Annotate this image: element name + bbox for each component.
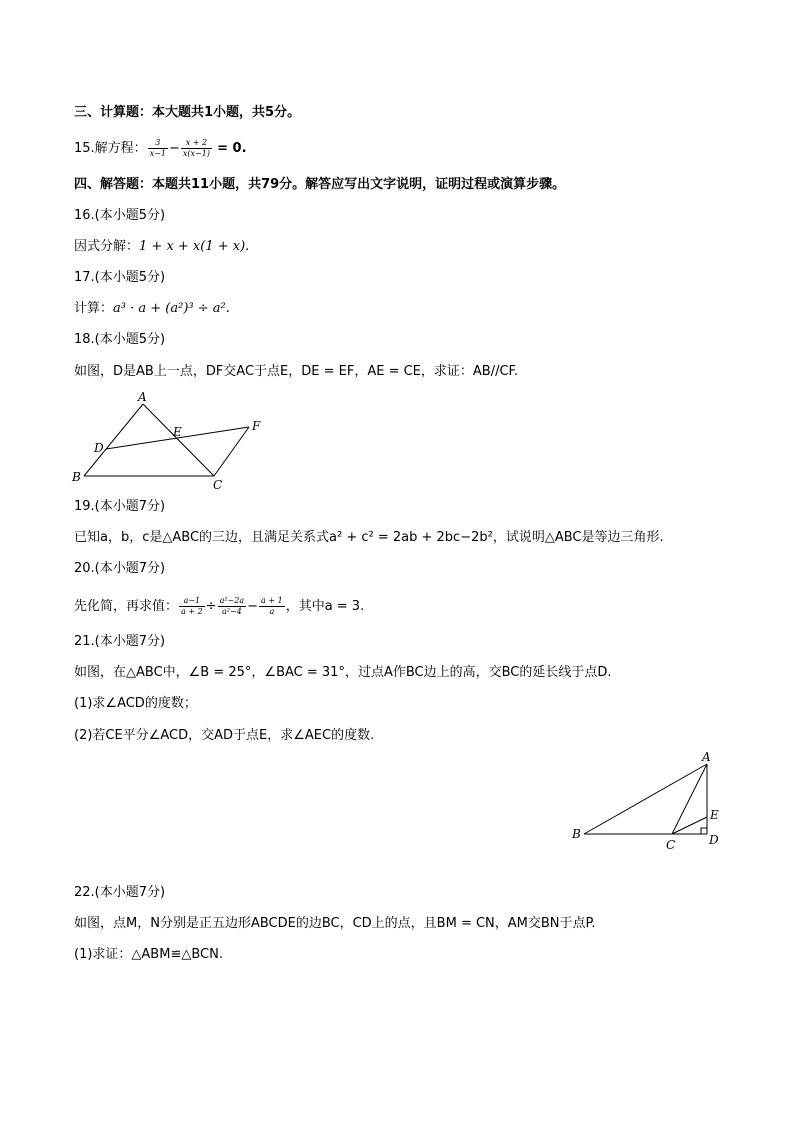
- q21-header: 21.(本小题7分): [74, 634, 166, 649]
- section-3-heading: 三、计算题：本大题共1小题，共5分。: [74, 105, 301, 120]
- q17-expression: a³ · a + (a²)³ ÷ a².: [113, 301, 230, 316]
- q20-minus: −: [247, 599, 259, 614]
- q21-label-d: D: [709, 833, 719, 847]
- q17-header: 17.(本小题5分): [74, 270, 166, 285]
- q21-line-ce: [672, 817, 707, 834]
- q18-label-a: A: [138, 390, 147, 404]
- q15-prefix: 15.解方程：: [74, 141, 147, 156]
- q22-part-1: (1)求证：△ABM≌△BCN.: [74, 947, 223, 962]
- q16-prefix: 因式分解：: [74, 239, 140, 254]
- q21-text: 如图，在△ABC中，∠B = 25°，∠BAC = 31°，过点A作BC边上的高，交BC的延长线于点D.: [74, 665, 612, 680]
- q21-label-b: B: [572, 827, 581, 841]
- q18-header: 18.(本小题5分): [74, 332, 166, 347]
- q15-fraction-2: $\frac{x + 2}{x(x-1)}$: [182, 138, 210, 158]
- q16-expression: 1 + x + x(1 + x).: [139, 239, 250, 254]
- q20-fraction-3: $\frac{a + 1}{a}$: [261, 596, 283, 616]
- q20-header: 20.(本小题7分): [74, 561, 166, 576]
- q17-prefix: 计算：: [74, 301, 114, 316]
- q18-label-c: C: [213, 478, 223, 492]
- q18-label-b: B: [72, 470, 81, 484]
- q15-fraction-1: $\frac{3}{x-1}$: [149, 138, 166, 158]
- q21-right-angle-mark: [701, 828, 707, 834]
- q16-header: 16.(本小题5分): [74, 208, 166, 223]
- q18-text: 如图，D是AB上一点，DF交AC于点E，DE = EF，AE = CE，求证：AB//CF.: [74, 364, 519, 379]
- q20-fraction-1: $\frac{a-1}{a + 2}$: [181, 596, 203, 616]
- q19-header: 19.(本小题7分): [74, 499, 166, 514]
- q15-minus: −: [169, 141, 180, 156]
- q21-label-a: A: [702, 750, 711, 764]
- q15-suffix: = 0.: [217, 141, 247, 156]
- q20-fraction-2: $\frac{\text{a²−2a}}{\text{a²−4}}$: [219, 596, 245, 616]
- q20-suffix: ，其中a = 3.: [285, 599, 365, 614]
- q21-label-e: E: [710, 808, 719, 822]
- section-4-heading: 四、解答题：本题共11小题，共79分。解答应写出文字说明，证明过程或演算步骤。: [74, 177, 566, 192]
- q18-label-e: E: [173, 425, 182, 439]
- q21-line-ba: [584, 764, 707, 834]
- q19-text: 已知a，b，c是△ABC的三边，且满足关系式a² + c² = 2ab + 2bc−2b²，试说明△ABC是等边三角形.: [74, 530, 664, 545]
- q21-part-2: (2)若CE平分∠ACD，交AD于点E，求∠AEC的度数.: [74, 728, 375, 743]
- q22-header: 22.(本小题7分): [74, 885, 166, 900]
- q18-label-d: D: [94, 441, 104, 455]
- q22-text: 如图，点M，N分别是正五边形ABCDE的边BC，CD上的点，且BM = CN，AM交BN于点P.: [74, 916, 596, 931]
- q20-divide: ÷: [205, 599, 217, 614]
- q20-prefix: 先化简，再求值：: [74, 599, 179, 614]
- q21-label-c: C: [666, 838, 676, 852]
- q18-label-f: F: [252, 419, 261, 433]
- q21-part-1: (1)求∠ACD的度数；: [74, 696, 197, 711]
